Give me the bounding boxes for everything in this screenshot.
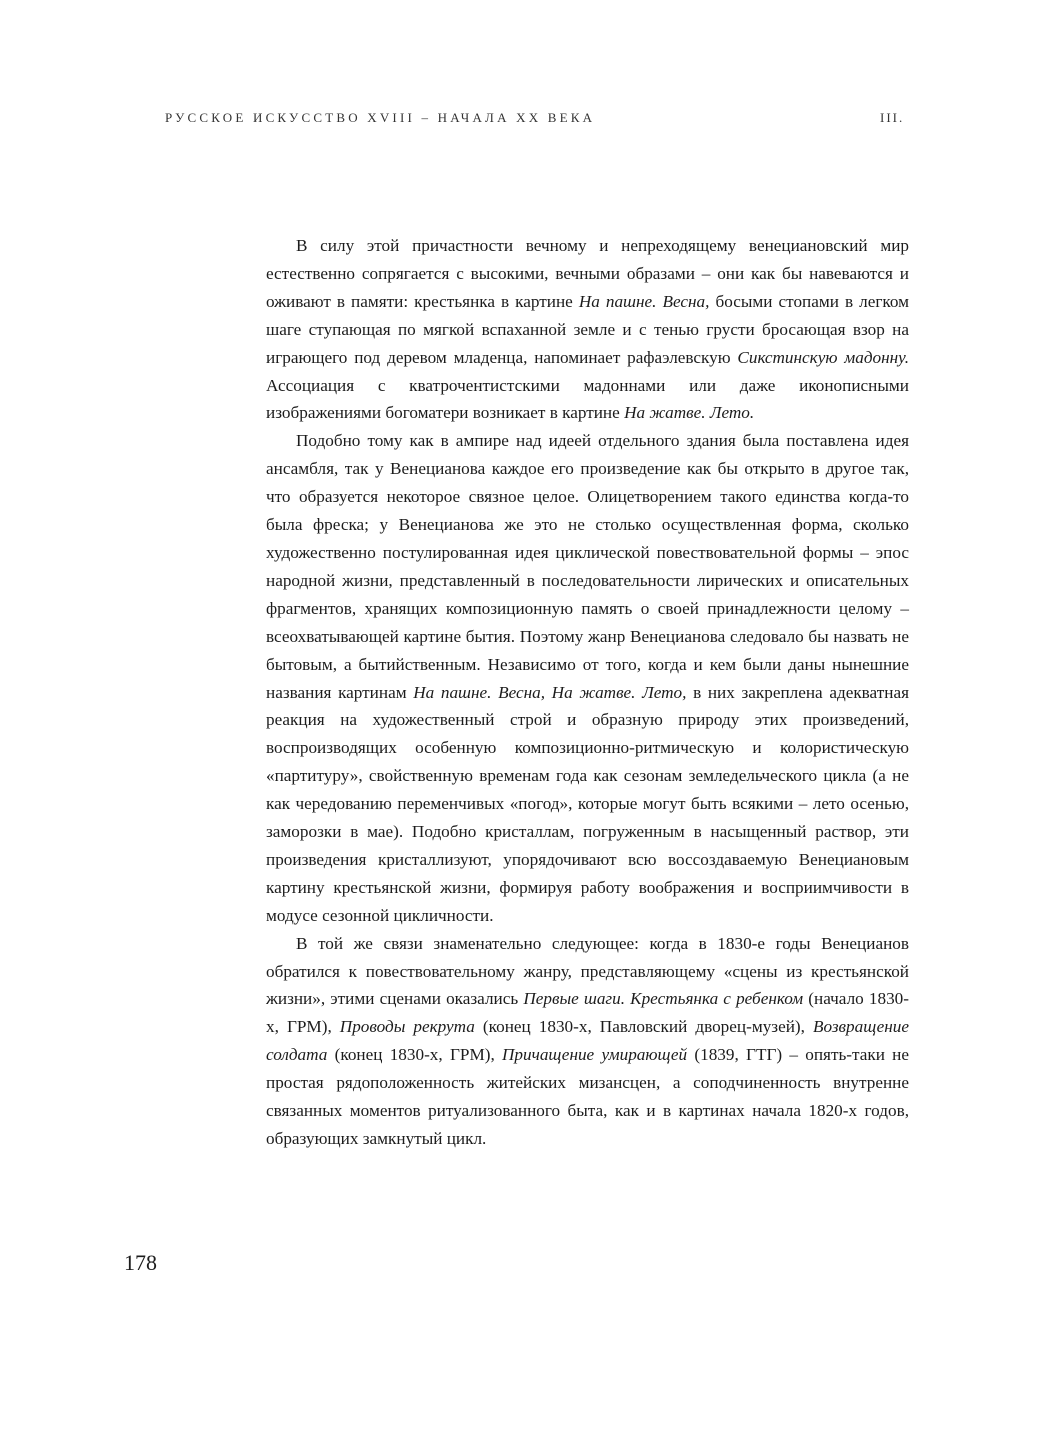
running-head-section: III. <box>880 110 905 125</box>
text-run: Ассоциация с кватрочентистскими мадоннами или даже иконописными изображениями богоматери возникает в картине <box>266 375 909 423</box>
artwork-title: Первые шаги. Крестьянка с ребенком <box>523 989 804 1009</box>
artwork-title: На пашне. Весна, <box>578 291 710 311</box>
text-run: босыми стопами в легком шаге ступающая по мягкой вспаханной земле и с тенью грусти бросающая взор на играющего под деревом младенца, напоминает рафаэлевскую <box>266 291 909 367</box>
text-run: в них закреплена адекватная реакция на художественный строй и образную природу этих произведений, воспроизводящих особенную композиционно-ритмическую и колористическую «партитуру», свойственную временам года как сезонам земледельческого цикла (а не как чередованию переменчивых «погод», которые могут быть всякими – лето осенью, заморозки в мае). Подобно кристаллам, погруженным в насыщенный раствор, эти произведения кристаллизуют, упорядочивают всю воссоздаваемую Венециановым картину крестьянской жизни, формируя работу воображения и восприимчивости в модусе сезонной цикличности. <box>266 682 909 925</box>
artwork-title: Причащение умирающей <box>502 1045 688 1065</box>
artwork-title: Проводы рекрута <box>339 1017 475 1037</box>
artwork-title: На пашне. Весна, На жатве. Лето, <box>413 682 687 702</box>
page-number: 178 <box>124 1250 157 1275</box>
text-run: В силу этой причастности вечному и непреходящему венециановский мир естественно сопрягается с высокими, вечными образами – они как бы навеваются и оживают в памяти: крестьянка в картине <box>266 236 909 311</box>
text-run: (конец 1830-х, Павловский дворец-музей), <box>474 1017 813 1037</box>
text-run: Подобно тому как в ампире над идеей отдельного здания была поставлена идея ансамбля, так у Венецианова каждое его произведение как бы открыто в другое так, что образуется некоторое связное целое. Олицетворением такого единства когда-то была фреска; у Венецианова же это не столько осуществленная форма, сколько художественно постулированная идея циклической повествовательной формы – эпос народной жизни, представленный в последовательности лирических и описательных фрагментов, хранящих композиционную память о своей принадлежности целому – всеохватывающей картине бытия. Поэтому жанр Венецианова следовало бы назвать не бытовым, а бытийственным. Независимо от того, когда и кем были даны нынешние названия картинам <box>266 431 909 702</box>
body-text <box>266 232 909 1153</box>
text-run: (1839, ГТГ) – опять-таки не простая рядоположенность житейских мизансцен, а соподчиненность внутренне связанных моментов ритуализованного быта, как и в картинах начала 1820-х годов, образующих замкнутый цикл. <box>266 1045 909 1148</box>
paragraph-2 <box>266 427 909 929</box>
paragraph-1 <box>266 232 909 427</box>
running-head-title: РУССКОЕ ИСКУССТВО XVIII – НАЧАЛА XX ВЕКА <box>165 110 596 125</box>
artwork-title: Возвращение солдата <box>266 1017 909 1065</box>
artwork-title: На жатве. Лето. <box>624 403 755 423</box>
text-run: В той же связи знаменательно следующее: когда в 1830-е годы Венецианов обратился к повествовательному жанру, представляющему «сцены из крестьянской жизни», этими сценами оказались <box>266 933 909 1009</box>
artwork-title: Сикстинскую мадонну. <box>737 347 910 367</box>
text-run: (начало 1830-х, ГРМ), <box>266 989 909 1037</box>
text-run: (конец 1830-х, ГРМ), <box>327 1045 503 1065</box>
paragraph-3 <box>266 930 909 1153</box>
